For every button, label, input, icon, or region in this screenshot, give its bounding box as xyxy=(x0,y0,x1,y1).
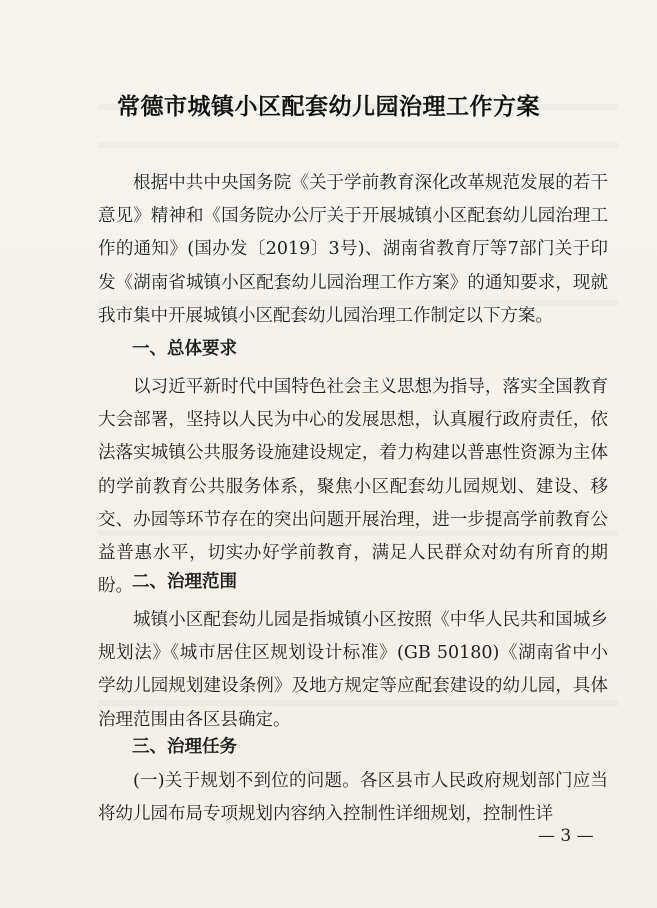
section-paragraph: (一)关于规划不到位的问题。各区县市人民政府规划部门应当将幼儿园布局专项规划内容纳入控制性详细规划，控制性详 xyxy=(98,771,608,825)
section-heading: 三、治理任务 xyxy=(132,737,237,757)
page-number: — 3 — xyxy=(538,826,594,846)
intro-paragraph: 根据中共中央国务院《关于学前教育深化改革规范发展的若干意见》精神和《国务院办公厅关于开展城镇小区配套幼儿园治理工作的通知》(国办发〔2019〕3号)、湖南省教育厅等7部门关于印发《湖南省城镇小区配套幼儿园治理工作方案》的通知要求，现就我市集中开展城镇小区配套幼儿园治理工作制定以下方案。 xyxy=(98,173,608,326)
section-paragraph: 以习近平新时代中国特色社会主义思想为指导，落实全国教育大会部署，坚持以人民为中心的发展思想，认真履行政府责任，依法落实城镇公共服务设施建设规定，着力构建以普惠性资源为主体的学前教育公共服务体系，聚焦小区配套幼儿园规划、建设、移交、办园等环节存在的突出问题开展治理，进一步提高学前教育公益普惠水平，切实办好学前教育，满足人民群众对幼有所育的期盼。 xyxy=(98,377,608,597)
document-title: 常德市城镇小区配套幼儿园治理工作方案 xyxy=(117,93,540,120)
section-heading: 一、总体要求 xyxy=(132,339,237,359)
bleed-through xyxy=(98,142,618,148)
section-paragraph: 城镇小区配套幼儿园是指城镇小区按照《中华人民共和国城乡规划法》《城市居住区规划设计标准》(GB 50180)《湖南省中小学幼儿园规划建设条例》及地方规定等应配套建设的幼儿园，具体治理范围由各区县确定。 xyxy=(98,610,608,730)
section-heading: 二、治理范围 xyxy=(132,572,237,592)
